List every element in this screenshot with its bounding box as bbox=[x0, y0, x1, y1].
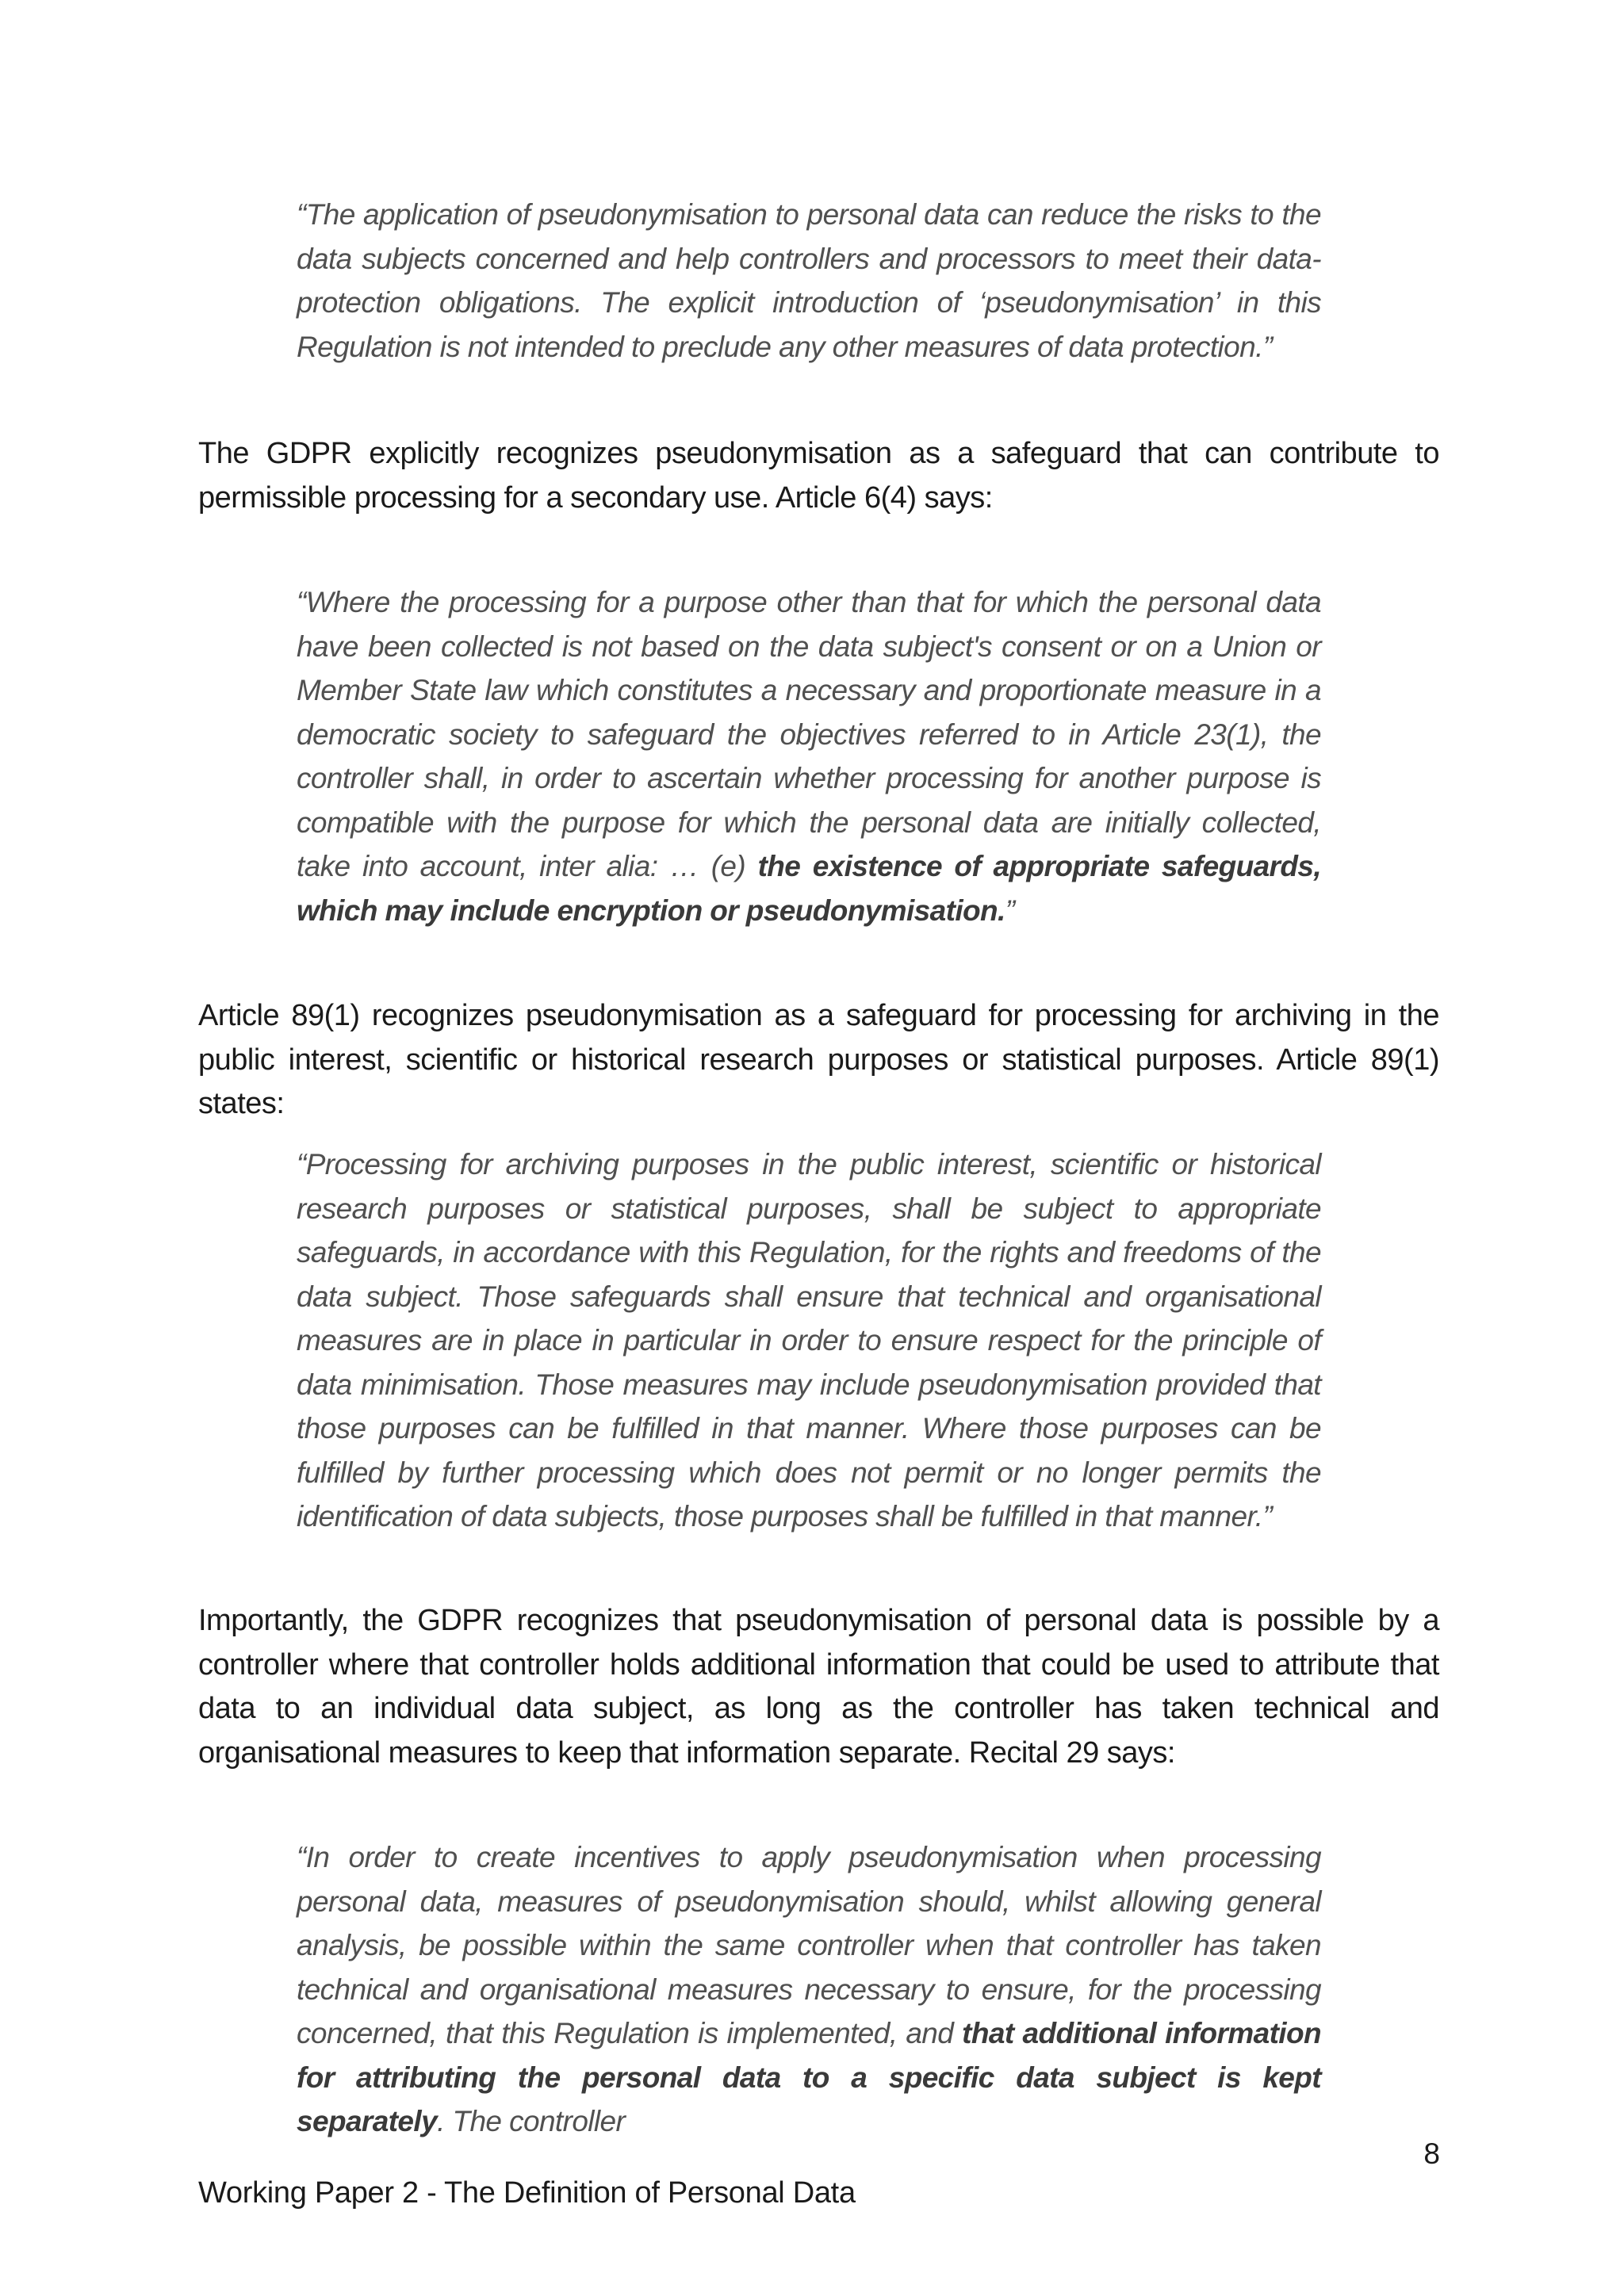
paragraph-article-89-1-intro: Article 89(1) recognizes pseudonymisation as a safeguard for processing for archiving in the public interest, scientific or historical research purposes or statistical purposes. Article 89(1) states: bbox=[198, 999, 1439, 1120]
quote-recital-29-text: “In order to create incentives to apply pseudonymisation when processing personal data, measures of pseudonymisation should, whilst allowing general analysis, be possible within the same controller when that controller has taken technical and organisational measures necessary to ensure, for the processing concerned, that this Regulation is implemented, and bbox=[297, 1841, 1321, 2049]
quote-recital-29-emphasis: that additional information for attributing the personal data to a specific data subject is kept separately bbox=[297, 2017, 1321, 2137]
quote-recital-28: “The application of pseudonymisation to personal data can reduce the risks to the data subjects concerned and help controllers and processors to meet their data-protection obligations. The explicit introduction of ‘pseudonymisation’ in this Regulation is not intended to preclude any other measures of data protection.” bbox=[297, 198, 1321, 363]
quote-article-6-4-closing: ” bbox=[1005, 894, 1015, 927]
quote-article-6-4-emphasis: the existence of appropriate safeguards, which may include encryption or pseudonymisation. bbox=[297, 850, 1322, 927]
quote-article-6-4 bbox=[297, 580, 1321, 932]
page-footer: Working Paper 2 - The Definition of Personal Data bbox=[198, 2176, 856, 2210]
page-number: 8 bbox=[1423, 2137, 1440, 2170]
quote-article-89-1: “Processing for archiving purposes in the public interest, scientific or historical research purposes or statistical purposes, shall be subject to appropriate safeguards, in accordance with this Regulation, for the rights and freedoms of the data subject. Those safeguards shall ensure that technical and organisational measures are in place in particular in order to ensure respect for the principle of data minimisation. Those measures may include pseudonymisation provided that those purposes can be fulfilled in that manner. Where those purposes can be fulfilled by further processing which does not permit or no longer permits the identification of data subjects, those purposes shall be fulfilled in that manner.” bbox=[297, 1148, 1321, 1533]
quote-recital-29 bbox=[297, 1835, 1321, 2144]
quote-recital-29-continuation: . The controller bbox=[437, 2105, 626, 2137]
paragraph-article-6-4-intro: The GDPR explicitly recognizes pseudonymisation as a safeguard that can contribute to permissible processing for a secondary use. Article 6(4) says: bbox=[198, 437, 1439, 515]
quote-article-6-4-text: “Where the processing for a purpose other than that for which the personal data have been collected is not based on the data subject's consent or on a Union or Member State law which constitutes a necessary and proportionate measure in a democratic society to safeguard the objectives referred to in Article 23(1), the controller shall, in order to ascertain whether processing for another purpose is compatible with the purpose for which the personal data are initially collected, take into account, inter alia: … (e) bbox=[297, 586, 1321, 882]
paragraph-recital-29-intro: Importantly, the GDPR recognizes that pseudonymisation of personal data is possible by a controller where that controller holds additional information that could be used to attribute that data to an individual data subject, as long as the controller has taken technical and organisational measures to keep that information separate. Recital 29 says: bbox=[198, 1604, 1439, 1770]
